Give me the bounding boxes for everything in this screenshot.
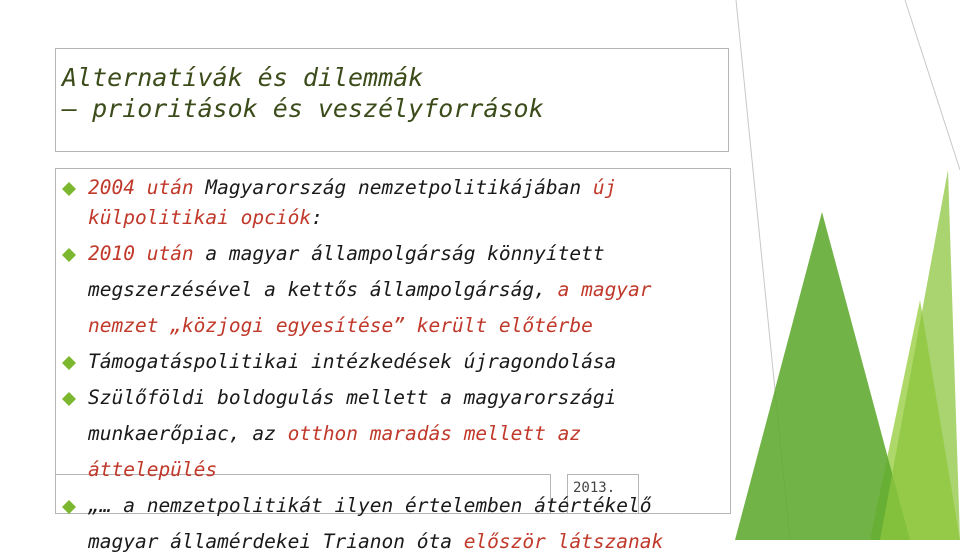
highlighted-text: külpolitikai opciók (88, 206, 312, 229)
bullet-line (88, 314, 593, 338)
triangle-large (735, 212, 910, 540)
body-text: Szülőföldi boldogulás mellett a magyarországi (88, 386, 617, 409)
slide-title (62, 62, 722, 124)
body-text: megszerzésével a kettős állampolgárság, (88, 278, 558, 301)
slide-date: 2013. (573, 480, 616, 496)
triangle-far-right (880, 170, 960, 540)
highlighted-text: otthon maradás mellett az (287, 422, 582, 445)
bullet-line (88, 386, 616, 410)
highlighted-text: először látszanak (463, 530, 664, 553)
body-text: „… a nemzetpolitikát ilyen értelemben átértékelő (88, 494, 652, 517)
bullet-line (88, 176, 616, 200)
bullet-line (88, 458, 217, 482)
diamond-bullet-icon (62, 392, 76, 406)
slide-title-line-1: Alternatívák és dilemmák (62, 63, 424, 92)
highlighted-text: nemzet „közjogi egyesítése” került előtérbe (88, 314, 593, 337)
bullet-line (88, 206, 323, 230)
diamond-bullet-icon (62, 248, 76, 262)
bullet-line (88, 278, 652, 302)
slide-title-line-2: – prioritások és veszélyforrások (62, 94, 544, 123)
highlighted-text: áttelepülés (88, 458, 218, 481)
diamond-bullet-icon (62, 500, 76, 514)
diamond-bullet-icon (62, 182, 76, 196)
body-text: Támogatáspolitikai intézkedések újragondolása (88, 350, 617, 373)
body-text: a magyar állampolgárság könnyített (193, 242, 605, 265)
body-text: magyar államérdekei Trianon óta (88, 530, 464, 553)
bullet-line (88, 242, 605, 266)
body-text: Magyarország nemzetpolitikájában (193, 176, 593, 199)
decor-line-2 (905, 0, 960, 170)
bullet-line (88, 530, 663, 554)
highlighted-text: 2010 után (88, 242, 194, 265)
bullet-line (88, 494, 652, 518)
highlighted-text: új (592, 176, 617, 199)
bullet-line (88, 422, 581, 446)
highlighted-text: a magyar (557, 278, 652, 301)
body-text: : (311, 206, 323, 229)
highlighted-text: 2004 után (88, 176, 194, 199)
bullet-line (88, 350, 616, 374)
body-text: munkaerőpiac, az (88, 422, 288, 445)
diamond-bullet-icon (62, 356, 76, 370)
